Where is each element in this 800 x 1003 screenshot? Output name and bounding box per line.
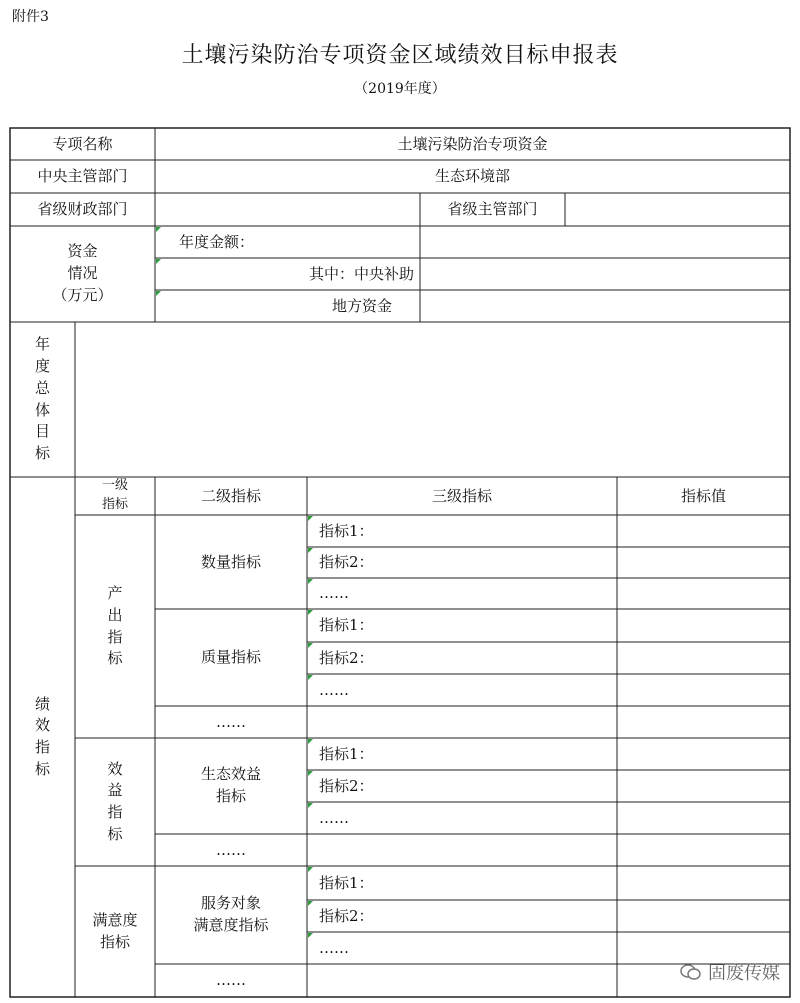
- benefit-indicator-label: [75, 738, 155, 866]
- head-level3: 三级指标: [431, 486, 492, 505]
- page-title: 土壤污染防治专项资金区域绩效目标申报表: [181, 43, 619, 68]
- indicator-ellipsis: ……: [319, 680, 349, 699]
- level2-ellipsis: ……: [216, 712, 246, 731]
- goal-char: 年: [34, 335, 50, 354]
- prov-dept-label: 省级主管部门: [447, 200, 538, 219]
- benefit-char: 指: [107, 803, 123, 821]
- indicator-ellipsis: ……: [319, 808, 349, 827]
- local-funds-label: 地方资金: [331, 296, 392, 315]
- prov-finance-input[interactable]: [155, 193, 420, 226]
- wechat-icon: [680, 963, 702, 981]
- head-value: 指标值: [680, 486, 726, 505]
- output-char: 指: [107, 627, 123, 646]
- quality-indicator: 质量指标: [200, 648, 261, 667]
- benefit-char: 益: [107, 781, 123, 800]
- perf-char: 绩: [34, 694, 50, 713]
- benefit-char: 效: [107, 759, 123, 778]
- central-dept-value: 生态环境部: [434, 167, 510, 186]
- head-level1: [75, 477, 155, 515]
- output-char: 产: [107, 584, 123, 602]
- annex-label: 附件3: [12, 9, 49, 25]
- central-subsidy-label: 其中：中央补助: [308, 264, 414, 283]
- project-name-label: 专项名称: [52, 134, 113, 153]
- goal-char: 标: [34, 444, 50, 462]
- output-indicator-label: [75, 515, 155, 738]
- annual-amount-label: 年度金额：: [179, 232, 255, 251]
- level2-ellipsis: ……: [216, 840, 246, 859]
- indicator-2: 指标2：: [319, 776, 374, 795]
- funds-label-line: 资金: [67, 242, 98, 261]
- output-char: 出: [107, 605, 123, 624]
- indicator-ellipsis: ……: [319, 584, 349, 603]
- indicator-1: 指标1：: [319, 873, 374, 892]
- eco-benefit-line: 生态效益: [200, 765, 261, 784]
- indicator-1: 指标1：: [319, 521, 374, 540]
- local-funds-input[interactable]: [420, 290, 790, 322]
- goal-char: 总: [34, 378, 50, 397]
- service-satisfaction-indicator: [155, 866, 307, 964]
- indicator-ellipsis: ……: [319, 938, 349, 957]
- watermark-text: 固废传媒: [708, 963, 780, 984]
- service-line: 满意度指标: [193, 916, 269, 934]
- indicator-2: 指标2：: [319, 906, 374, 925]
- central-subsidy-input[interactable]: [420, 258, 790, 290]
- quantity-indicator: 数量指标: [200, 552, 261, 571]
- goal-char: 体: [34, 400, 50, 419]
- goal-char: 目: [34, 422, 50, 441]
- funds-label-line: （万元）: [52, 285, 113, 304]
- eco-benefit-line: 指标: [215, 787, 246, 805]
- perf-char: 效: [34, 716, 50, 735]
- watermark: [680, 959, 780, 985]
- indicator-2: 指标2：: [319, 648, 374, 667]
- funds-label-line: 情况: [67, 264, 98, 283]
- central-dept-label: 中央主管部门: [37, 167, 128, 186]
- service-line: 服务对象: [200, 894, 261, 913]
- satisfaction-line: 指标: [99, 932, 130, 951]
- head-level2: 二级指标: [200, 486, 261, 505]
- satisfaction-line: 满意度: [92, 910, 138, 929]
- indicator-2: 指标2：: [319, 553, 374, 572]
- benefit-char: 标: [107, 824, 123, 843]
- eco-benefit-indicator: [155, 738, 307, 834]
- head-level1-line: 指标: [101, 497, 128, 512]
- perf-char: 指: [34, 738, 50, 756]
- prov-finance-label: 省级财政部门: [37, 200, 128, 219]
- prov-dept-input[interactable]: [565, 193, 790, 226]
- indicator-1: 指标1：: [319, 616, 374, 635]
- annual-goal-label: [10, 322, 75, 477]
- goal-char: 度: [34, 357, 50, 375]
- page-subtitle: （2019年度）: [354, 81, 446, 97]
- level2-ellipsis: ……: [216, 971, 246, 990]
- indicator-1: 指标1：: [319, 744, 374, 763]
- perf-char: 标: [34, 759, 50, 778]
- project-name-value: 土壤污染防治专项资金: [397, 134, 548, 153]
- annual-goal-input[interactable]: [75, 322, 790, 477]
- head-level1-line: 一级: [101, 478, 128, 494]
- satisfaction-indicator-label: [75, 866, 155, 997]
- output-char: 标: [107, 649, 123, 668]
- annual-amount-input[interactable]: [420, 226, 790, 258]
- perf-label: [10, 477, 75, 997]
- funds-label: [10, 226, 155, 322]
